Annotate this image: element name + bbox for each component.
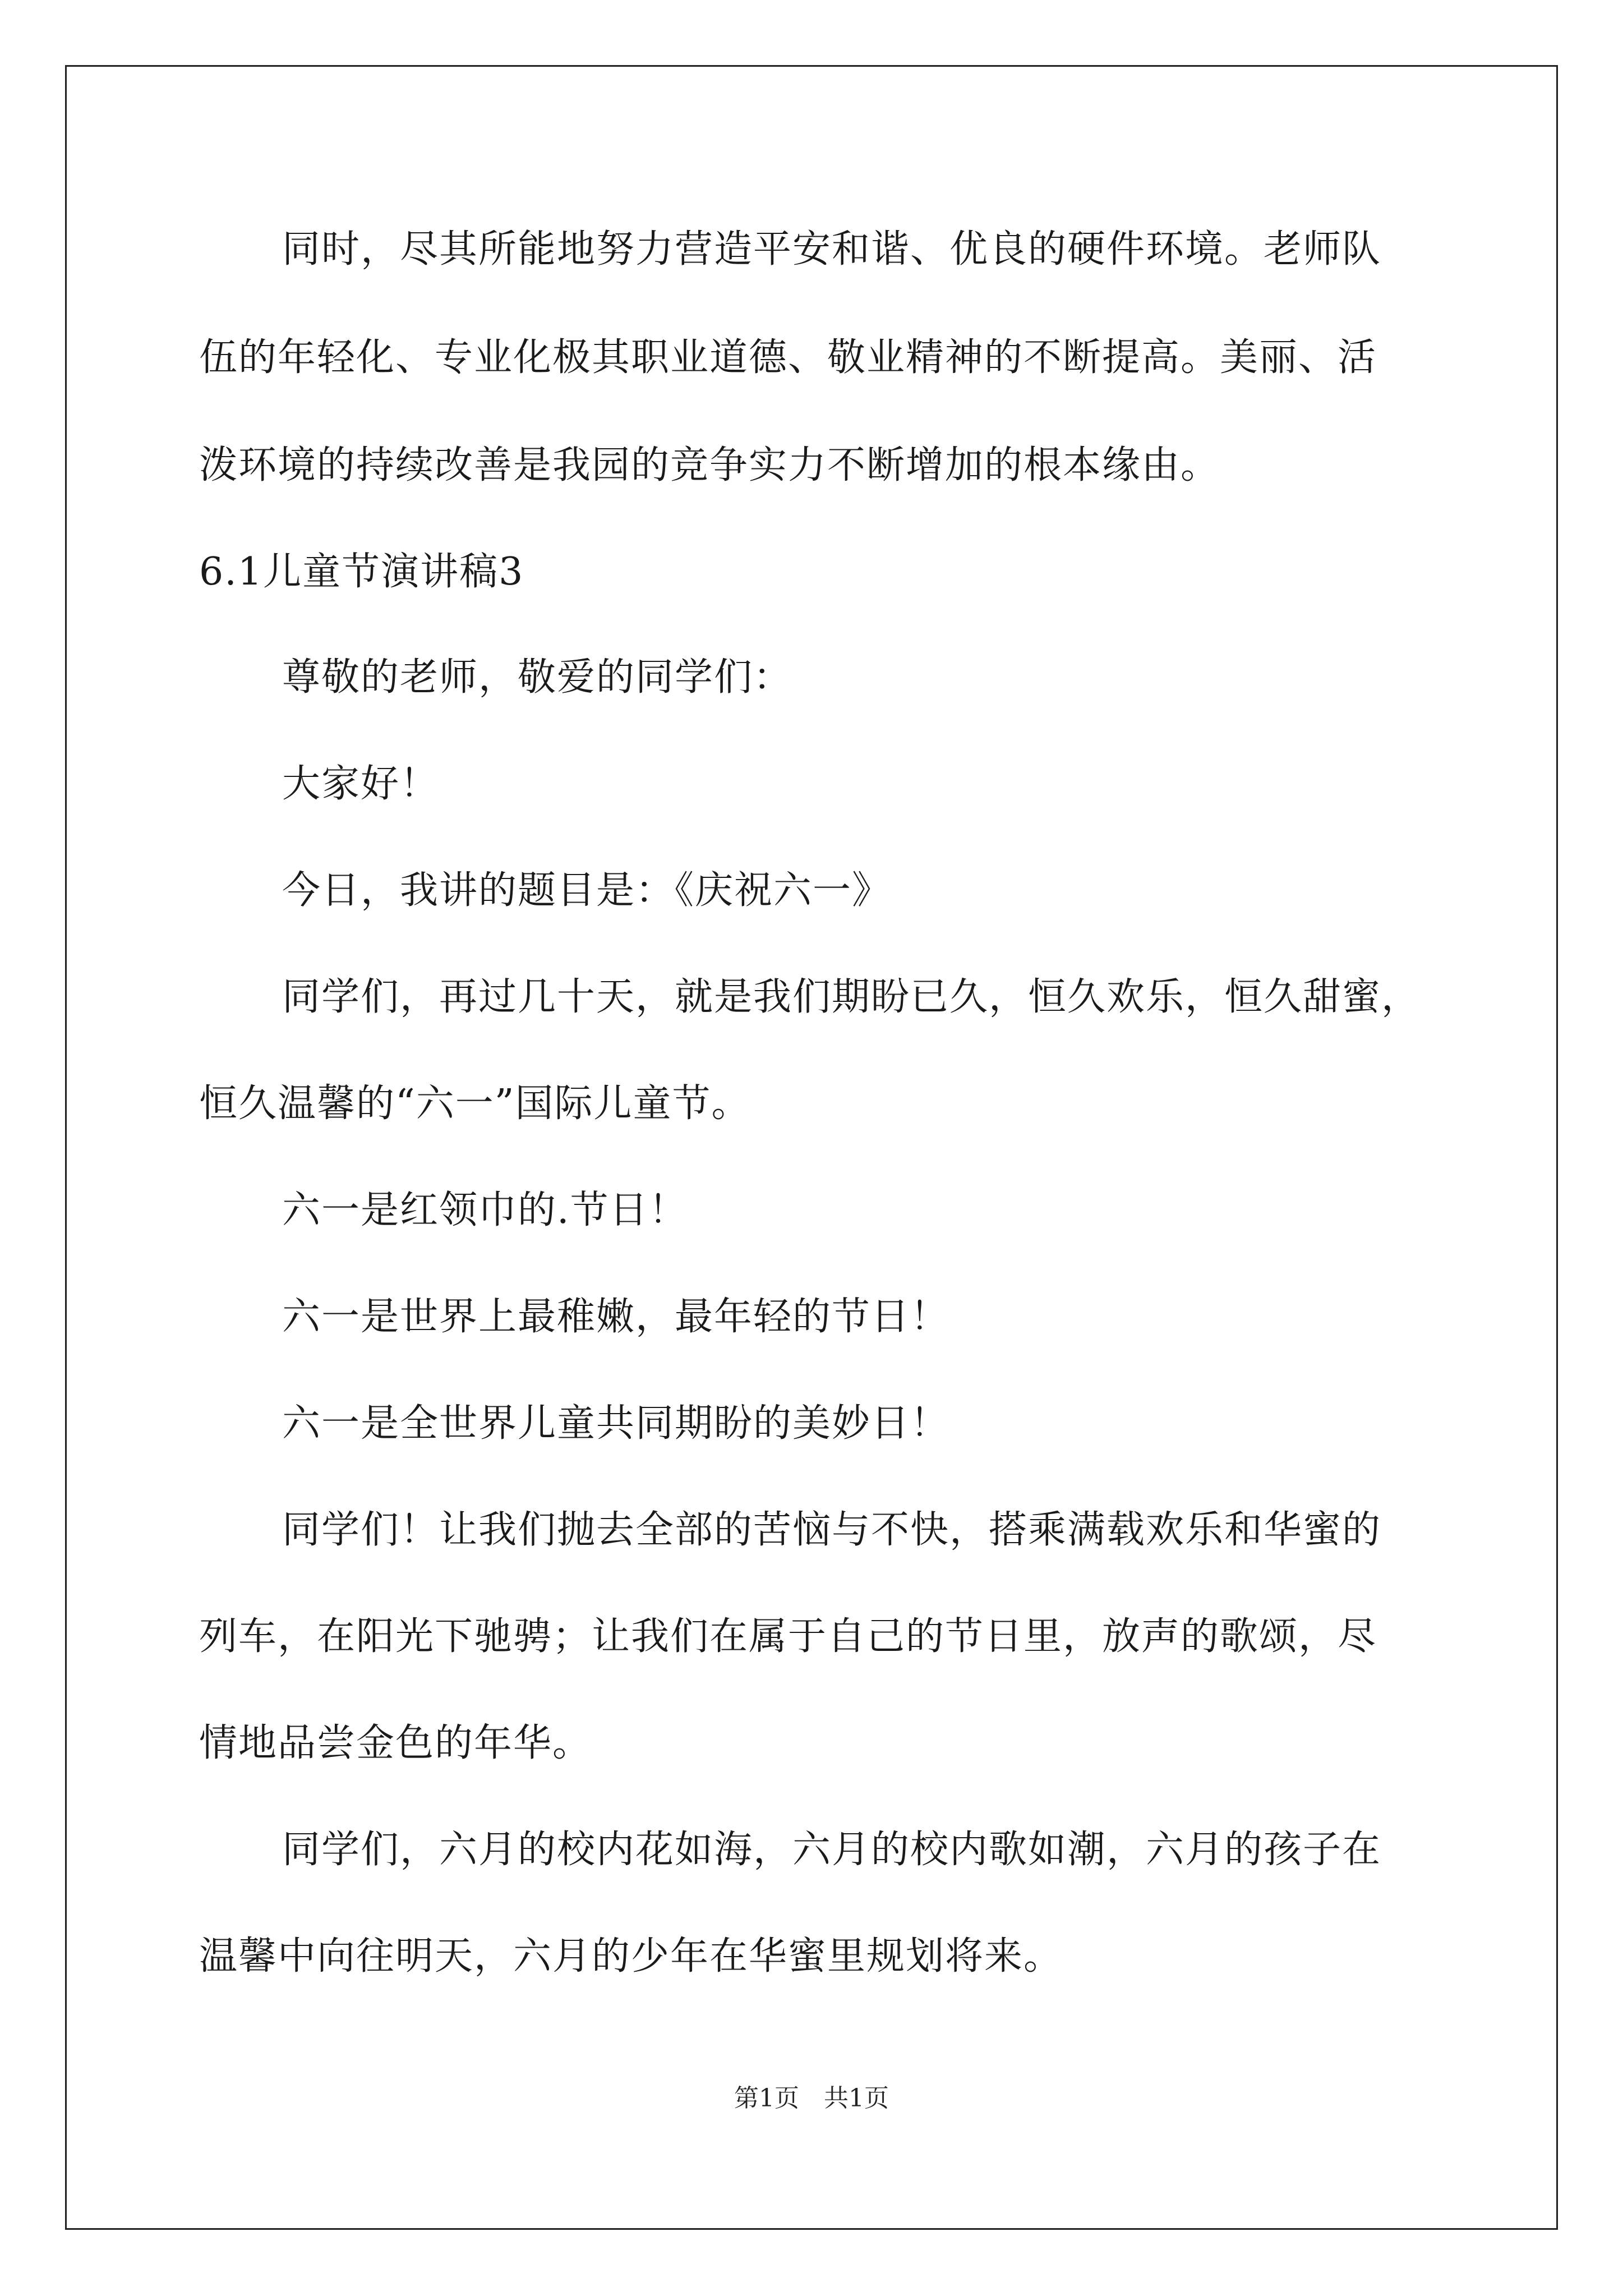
section-heading: 6.1儿童节演讲稿3	[199, 550, 524, 594]
paragraph-line: 列车，在阳光下驰骋；让我们在属于自己的节日里，放声的歌颂，尽	[199, 1614, 1377, 1659]
paragraph-line: 同学们，再过几十天，就是我们期盼已久，恒久欢乐，恒久甜蜜，	[282, 975, 1421, 1019]
paragraph-line: 尊敬的老师，敬爱的同学们：	[282, 655, 793, 700]
paragraph-line: 泼环境的持续改善是我园的竞争实力不断增加的根本缘由。	[199, 443, 1220, 487]
paragraph-line: 同时，尽其所能地努力营造平安和谐、优良的硬件环境。老师队	[282, 227, 1382, 272]
paragraph-line: 温馨中向往明天，六月的少年在华蜜里规划将来。	[199, 1934, 1063, 1978]
paragraph-line: 同学们，六月的校内花如海，六月的校内歌如潮，六月的孩子在	[282, 1828, 1382, 1872]
paragraph-line: 恒久温馨的“六一”国际儿童节。	[199, 1082, 751, 1126]
paragraph-line: 六一是红领巾的.节日！	[282, 1188, 688, 1232]
paragraph-line: 六一是世界上最稚嫩，最年轻的节日！	[282, 1295, 950, 1339]
paragraph-line: 情地品尝金色的年华。	[199, 1721, 592, 1765]
paragraph-line: 伍的年轻化、专业化极其职业道德、敬业精神的不断提高。美丽、活	[199, 335, 1377, 380]
page-footer: 第1页 共1页	[734, 2084, 889, 2113]
paragraph-line: 今日，我讲的题目是：《庆祝六一》	[282, 868, 892, 913]
page-frame	[65, 65, 1558, 2230]
paragraph-line: 六一是全世界儿童共同期盼的美妙日！	[282, 1401, 950, 1446]
paragraph-line: 大家好！	[282, 762, 440, 806]
paragraph-line: 同学们！让我们抛去全部的苦恼与不快，搭乘满载欢乐和华蜜的	[282, 1508, 1382, 1552]
